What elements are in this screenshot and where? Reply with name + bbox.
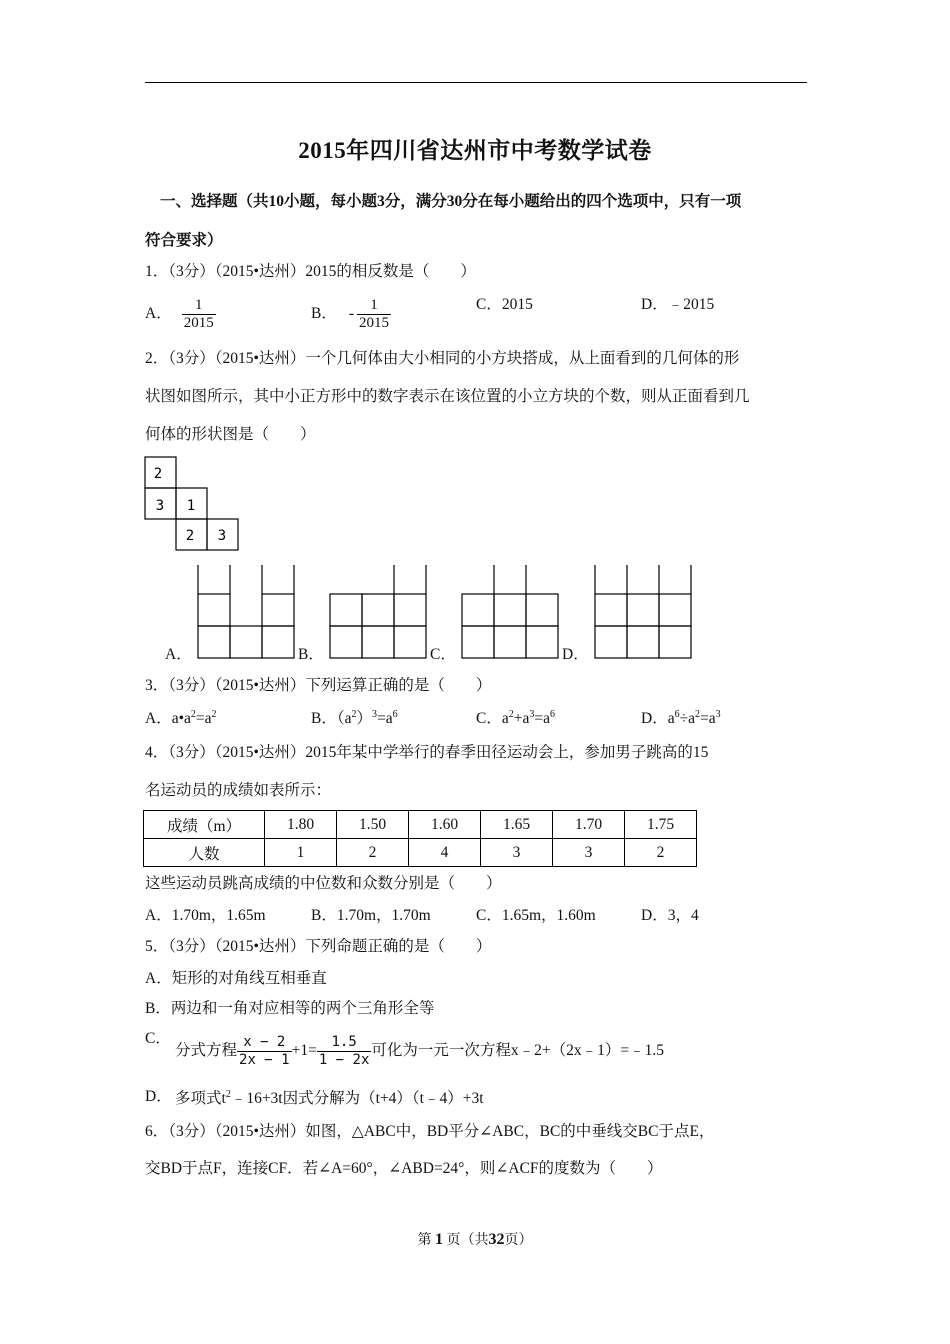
q1-stem: 1．（3分）（2015•达州）2015的相反数是（ ） bbox=[145, 263, 476, 280]
table-row bbox=[144, 839, 697, 867]
table-cell: 2 bbox=[337, 839, 409, 867]
table-row bbox=[144, 811, 697, 839]
grid-number: 2 bbox=[185, 528, 195, 544]
q2-option-c-label: C． bbox=[430, 646, 456, 663]
scores-table bbox=[143, 810, 697, 867]
q3-option-a: A．$a•a^2=a^2$ bbox=[145, 708, 217, 727]
table-cell: 1.65 bbox=[481, 811, 553, 839]
grid-number: 1 bbox=[186, 498, 196, 514]
q1-option-c: C．2015 bbox=[476, 296, 533, 313]
q1-option-b: B． - $\frac{1}{2015}$ bbox=[311, 296, 390, 331]
q2-option-a-figure bbox=[196, 563, 296, 661]
q3-stem: 3．（3分）（2015•达州）下列运算正确的是（ ） bbox=[145, 677, 492, 694]
q2-option-b-label: B． bbox=[298, 646, 324, 663]
table-header-cell: 人数 bbox=[144, 839, 265, 867]
q4-line2: 名运动员的成绩如表所示： bbox=[145, 782, 332, 799]
grid-number: 2 bbox=[153, 466, 163, 482]
q1-a-fraction: $\frac{1}{2015}$ bbox=[183, 296, 214, 331]
q1-b-fraction: $\frac{1}{2015}$ bbox=[359, 296, 390, 331]
table-cell: 1.80 bbox=[265, 811, 337, 839]
q5-fraction-1: $\frac{x - 2}{2x - 1}$ bbox=[239, 1033, 290, 1068]
q2-option-c-figure bbox=[460, 563, 560, 661]
page-footer: 第 1 页（共32页） bbox=[417, 1231, 533, 1248]
q5-fraction-2: $\frac{1.5}{1 - 2x}$ bbox=[318, 1033, 370, 1068]
q5-option-d-label: D． bbox=[145, 1088, 172, 1105]
q2-line1: 2．（3分）（2015•达州）一个几何体由大小相同的小方块搭成，从上面看到的几何体的形 bbox=[145, 350, 740, 367]
section-heading: 一、选择题（共10小题，每小题3分，满分30分在每小题给出的四个选项中，只有一项 bbox=[160, 193, 742, 210]
grid-number: 3 bbox=[155, 498, 165, 514]
q2-option-d-figure bbox=[593, 563, 693, 661]
q5-option-b: B．两边和一角对应相等的两个三角形全等 bbox=[145, 1000, 435, 1017]
q6-line2: 交BD于点F，连接CF．若∠A=60°，∠ABD=24°，则∠ACF的度数为（ ） bbox=[145, 1160, 663, 1177]
section-heading-cont: 符合要求） bbox=[145, 232, 223, 249]
q4-question: 这些运动员跳高成绩的中位数和众数分别是（ ） bbox=[145, 875, 502, 892]
q4-option-d: D．3，4 bbox=[641, 907, 699, 924]
q5-stem: 5．（3分）（2015•达州）下列命题正确的是（ ） bbox=[145, 938, 492, 955]
table-cell: 1.50 bbox=[337, 811, 409, 839]
q2-option-b-figure bbox=[328, 563, 428, 661]
page-title: 2015年四川省达州市中考数学试卷 bbox=[298, 138, 652, 163]
page-total: 32 bbox=[488, 1231, 505, 1248]
q6-line1: 6．（3分）（2015•达州）如图，△ABC中，BD平分∠ABC，BC的中垂线交BC于点E， bbox=[145, 1123, 715, 1140]
table-cell: 3 bbox=[481, 839, 553, 867]
q5-option-c-label: C． bbox=[145, 1030, 171, 1047]
q4-line1: 4．（3分）（2015•达州）2015年某中学举行的春季田径运动会上，参加男子跳高的15 bbox=[145, 744, 709, 761]
q5-option-a: A．矩形的对角线互相垂直 bbox=[145, 970, 327, 987]
table-cell: 1.75 bbox=[625, 811, 697, 839]
q5-option-d: 多项式$t^2﹣16+3t$因式分解为（t+4）（t﹣4）+3t bbox=[175, 1088, 484, 1107]
table-header-cell: 成绩（m） bbox=[144, 811, 265, 839]
q2-option-a-label: A． bbox=[165, 646, 192, 663]
q3-option-c: C．$a^2+a^3=a^6$ bbox=[476, 708, 555, 727]
grid-number: 3 bbox=[217, 528, 227, 544]
table-cell: 4 bbox=[409, 839, 481, 867]
q2-top-view-grid bbox=[140, 452, 250, 557]
q3-option-d: D．$a^6\div a^2=a^3$ bbox=[641, 708, 721, 727]
q2-line2: 状图如图所示，其中小正方形中的数字表示在该位置的小立方块的个数，则从正面看到几 bbox=[145, 388, 750, 405]
page-number: 1 bbox=[435, 1231, 443, 1248]
q1-option-a: A． $\frac{1}{2015}$ bbox=[145, 296, 214, 331]
table-cell: 3 bbox=[553, 839, 625, 867]
table-cell: 1.60 bbox=[409, 811, 481, 839]
q2-line3: 何体的形状图是（ ） bbox=[145, 426, 316, 443]
q1-option-d: D．﹣2015 bbox=[641, 296, 715, 313]
header-rule bbox=[145, 82, 807, 83]
q4-option-c: C．1.65m，1.60m bbox=[476, 907, 596, 924]
q3-option-b: B．$(a^2)^3=a^6$ bbox=[311, 708, 398, 727]
q4-option-b: B．1.70m，1.70m bbox=[311, 907, 431, 924]
q5-option-c: 分式方程 $\frac{x - 2}{2x - 1}$ +1= $\frac{1.5}{1 - 2x}$ 可化为一元一次方程x﹣2+（2x﹣1）=﹣1.5 bbox=[175, 1033, 665, 1068]
table-cell: 2 bbox=[625, 839, 697, 867]
table-cell: 1.70 bbox=[553, 811, 625, 839]
q4-option-a: A．1.70m，1.65m bbox=[145, 907, 266, 924]
q2-option-d-label: D． bbox=[562, 646, 589, 663]
table-cell: 1 bbox=[265, 839, 337, 867]
